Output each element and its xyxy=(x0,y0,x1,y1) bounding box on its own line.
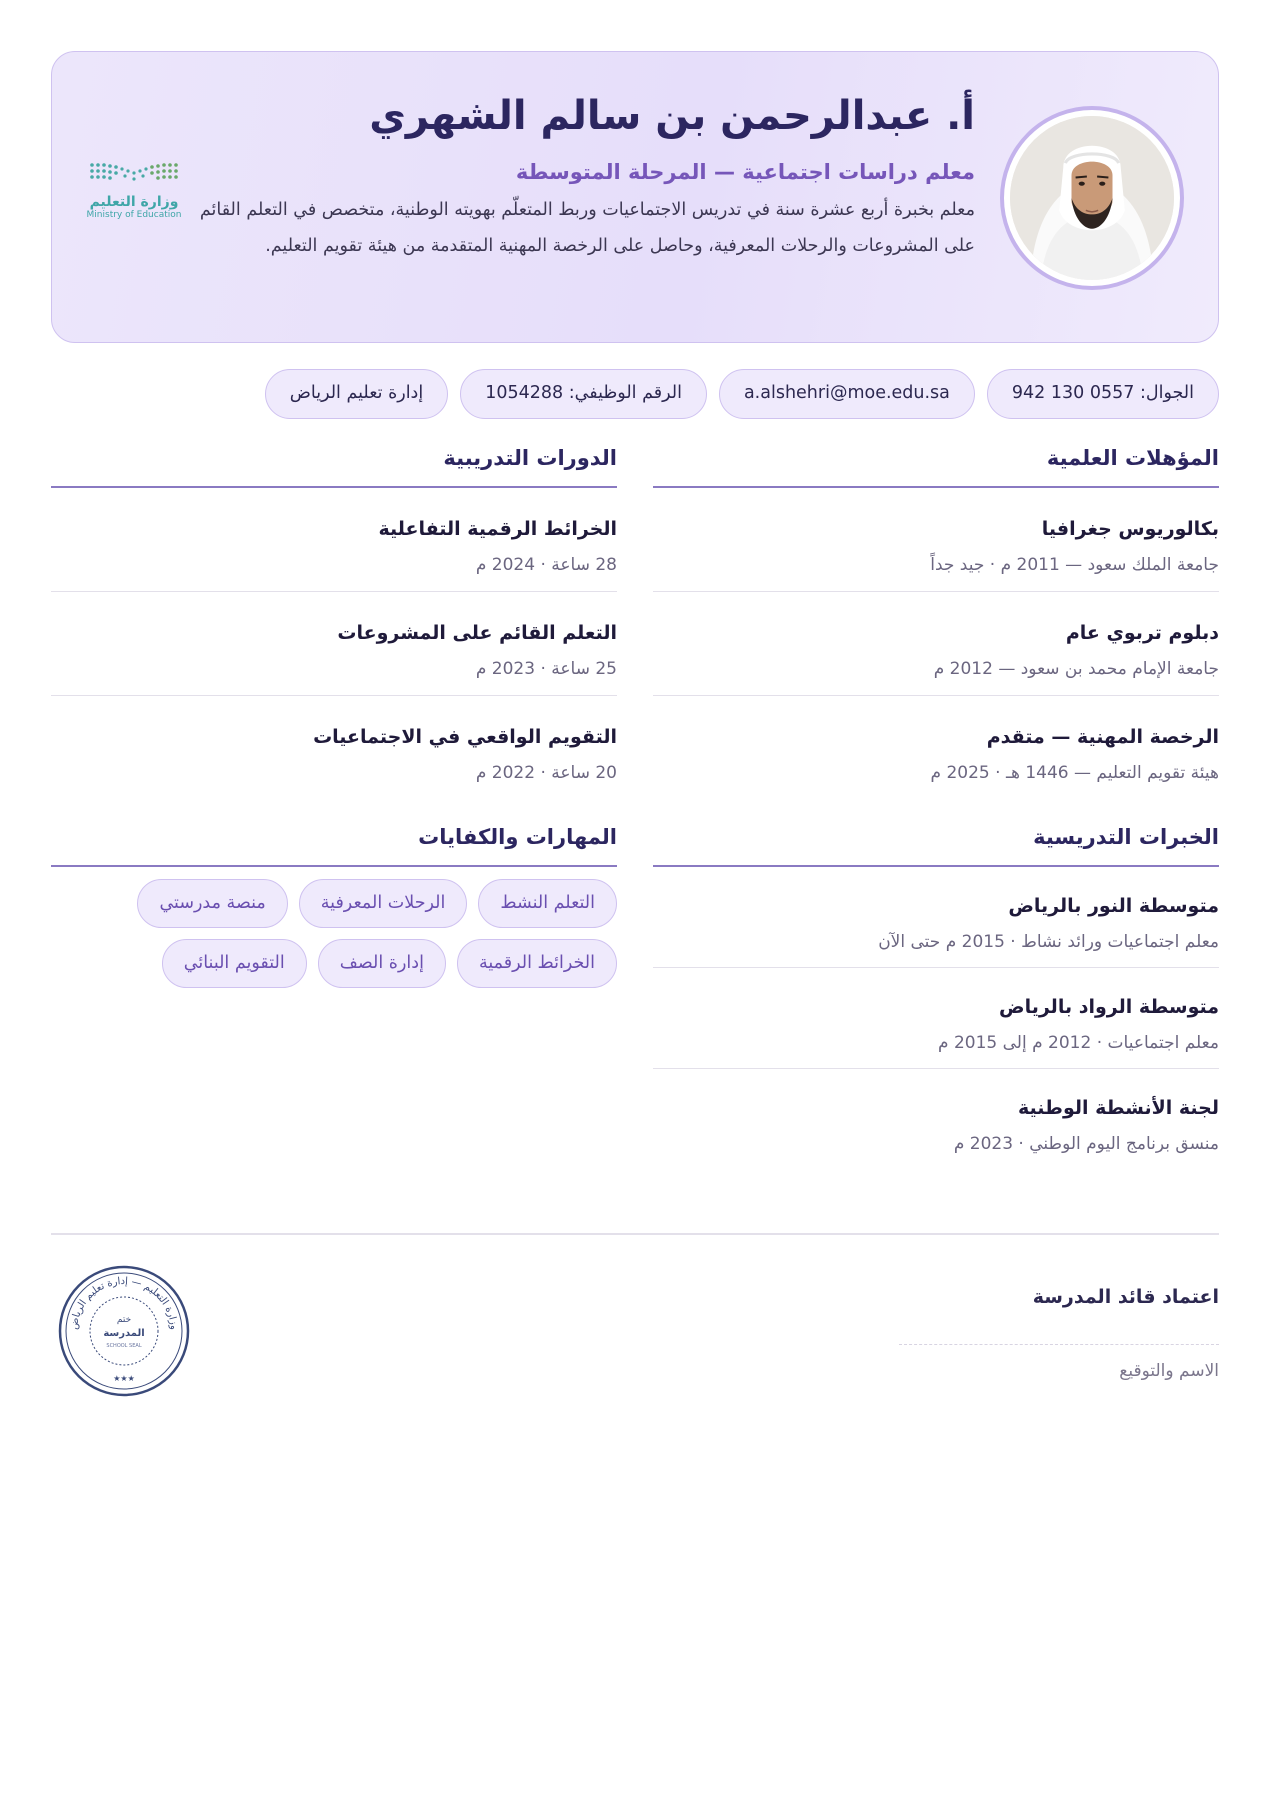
stamp-line-2: المدرسة xyxy=(103,1328,145,1339)
section-title: المؤهلات العلمية xyxy=(1046,446,1219,470)
section-divider xyxy=(51,865,617,867)
section-title: المهارات والكفايات xyxy=(418,825,617,849)
profile-header-card xyxy=(51,51,1219,343)
qualification-detail: جامعة الإمام محمد بن سعود — 2012 م xyxy=(933,659,1219,679)
course-title: التقويم الواقعي في الاجتماعيات xyxy=(313,726,617,748)
phone-pill[interactable]: الجوال: 0557 130 942 xyxy=(987,369,1219,419)
experience-detail: معلم اجتماعيات ورائد نشاط · 2015 م حتى الآن xyxy=(878,932,1219,952)
course-detail: 28 ساعة · 2024 م xyxy=(475,555,617,575)
header-text-block xyxy=(195,92,975,264)
signature-label: الاسم والتوقيع xyxy=(1119,1361,1219,1381)
teacher-photo-icon xyxy=(1010,116,1174,280)
avatar xyxy=(1000,106,1184,290)
bio-paragraph: معلم بخبرة أربع عشرة سنة في تدريس الاجتماعيات وربط المتعلّم بهويته الوطنية، متخصص في التعلم القائم على المشروعات والرحلات المعرفية، وحاصل على الرخصة المهنية المتقدمة من هيئة تقويم التعليم. xyxy=(199,200,975,256)
course-title: الخرائط الرقمية التفاعلية xyxy=(378,518,617,540)
skill-chip: الخرائط الرقمية xyxy=(457,939,617,988)
logo-english-text: Ministry of Education xyxy=(86,210,182,220)
school-stamp-icon xyxy=(57,1264,191,1398)
experience-detail: معلم اجتماعيات · 2012 م إلى 2015 م xyxy=(938,1033,1219,1053)
course-detail: 20 ساعة · 2022 م xyxy=(475,763,617,783)
qualification-title: بكالوريوس جغرافيا xyxy=(1041,518,1219,540)
list-item xyxy=(51,488,617,592)
qualification-title: دبلوم تربوي عام xyxy=(1065,622,1219,644)
list-item xyxy=(653,867,1219,968)
teacher-name: أ. عبدالرحمن بن سالم الشهري xyxy=(369,93,975,139)
experience-title: متوسطة الرواد بالرياض xyxy=(999,996,1219,1018)
qualification-detail: جامعة الملك سعود — 2011 م · جيد جداً xyxy=(930,555,1219,575)
qualification-title: الرخصة المهنية — متقدم xyxy=(986,726,1219,748)
ministry-logo xyxy=(84,160,184,220)
course-title: التعلم القائم على المشروعات xyxy=(337,622,617,644)
footer-divider xyxy=(51,1233,1219,1235)
list-item xyxy=(51,592,617,696)
qualifications-section xyxy=(653,441,1219,799)
school-stamp-seal xyxy=(57,1264,191,1398)
experience-title: متوسطة النور بالرياض xyxy=(1008,895,1219,917)
teacher-photo-illustration xyxy=(1010,116,1174,280)
course-detail: 25 ساعة · 2023 م xyxy=(475,659,617,679)
contact-bar xyxy=(265,369,1219,419)
employee-id-pill: الرقم الوظيفي: 1054288 xyxy=(460,369,707,419)
section-title: الخبرات التدريسية xyxy=(1033,825,1219,849)
list-item xyxy=(653,696,1219,799)
list-item xyxy=(653,488,1219,592)
department-pill: إدارة تعليم الرياض xyxy=(265,369,449,419)
skills-section xyxy=(51,820,617,988)
principal-approval xyxy=(899,1286,1219,1381)
stamp-ring-text: وزارة التعليم — إدارة تعليم الرياض xyxy=(68,1275,180,1331)
email-pill[interactable]: a.alshehri@moe.edu.sa xyxy=(719,369,975,419)
approval-title: اعتماد قائد المدرسة xyxy=(1032,1286,1219,1308)
courses-section xyxy=(51,441,617,799)
experience-title: لجنة الأنشطة الوطنية xyxy=(1018,1097,1219,1119)
signature-line[interactable] xyxy=(899,1344,1219,1345)
logo-arabic-text: وزارة التعليم xyxy=(89,194,179,210)
experience-detail: منسق برنامج اليوم الوطني · 2023 م xyxy=(953,1134,1219,1154)
skill-chip: إدارة الصف xyxy=(318,939,446,988)
list-item xyxy=(51,696,617,799)
qualification-detail: هيئة تقويم التعليم — 1446 هـ · 2025 م xyxy=(930,763,1219,783)
stamp-line-3: SCHOOL SEAL xyxy=(106,1343,142,1349)
stamp-line-1: ختم xyxy=(116,1315,132,1325)
skills-chip-list xyxy=(51,879,617,988)
stamp-stars: ★★★ xyxy=(113,1374,135,1383)
list-item xyxy=(653,968,1219,1069)
job-title: معلم دراسات اجتماعية — المرحلة المتوسطة xyxy=(515,160,975,184)
list-item xyxy=(653,1069,1219,1169)
section-title: الدورات التدريبية xyxy=(443,446,617,470)
skill-chip: الرحلات المعرفية xyxy=(299,879,468,928)
skill-chip: التعلم النشط xyxy=(478,879,617,928)
skill-chip: التقويم البنائي xyxy=(162,939,307,988)
ministry-of-education-logo-icon xyxy=(88,160,180,190)
skill-chip: منصة مدرستي xyxy=(137,879,287,928)
experience-section xyxy=(653,820,1219,1169)
list-item xyxy=(653,592,1219,696)
